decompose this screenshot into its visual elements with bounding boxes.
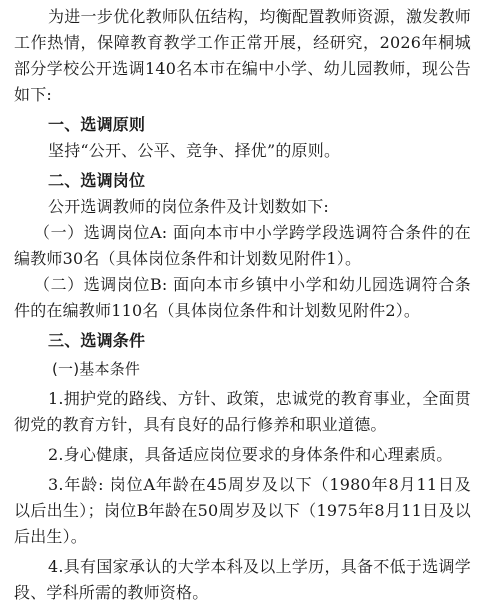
principles-paragraph: 坚持“公开、公平、竞争、择优”的原则。 (48, 141, 341, 160)
condition-item-1: 1.拥护党的路线、方针、政策，忠诚党的教育事业，全面贯彻党的教育方针，具有良好的品行修养和职业道德。 (14, 389, 471, 434)
section-heading-conditions: 三、选调条件 (48, 331, 146, 350)
position-b-paragraph: （二）选调岗位B: 面向本市乡镇中小学和幼儿园选调符合条件的在编教师110名（具体岗位条件和计划数见附件2）。 (14, 275, 471, 320)
condition-item-4: 4.具有国家承认的大学本科及以上学历，具备不低于选调学段、学科所需的教师资格。 (14, 557, 471, 602)
positions-intro-paragraph: 公开选调教师的岗位条件及计划数如下: (48, 197, 329, 216)
condition-item-3: 3.年龄: 岗位A年龄在45周岁及以下（1980年8月11日及以后出生）；岗位B年龄在50周岁及以下（1975年8月11日及以后出生）。 (14, 475, 471, 546)
section-heading-principles: 一、选调原则 (48, 115, 146, 134)
intro-paragraph: 为进一步优化教师队伍结构，均衡配置教师资源，激发教师工作热情，保障教育教学工作正常开展，经研究，2026年桐城部分学校公开选调140名本市在编中小学、幼儿园教师，现公告如下: (14, 7, 471, 104)
position-a-paragraph: （一）选调岗位A: 面向本市中小学跨学段选调符合条件的在编教师30名（具体岗位条件和计划数见附件1）。 (14, 223, 471, 268)
condition-item-2: 2.身心健康，具备适应岗位要求的身体条件和心理素质。 (48, 445, 453, 464)
section-heading-positions: 二、选调岗位 (48, 171, 146, 190)
basic-conditions-subheading: (一)基本条件 (52, 360, 141, 378)
